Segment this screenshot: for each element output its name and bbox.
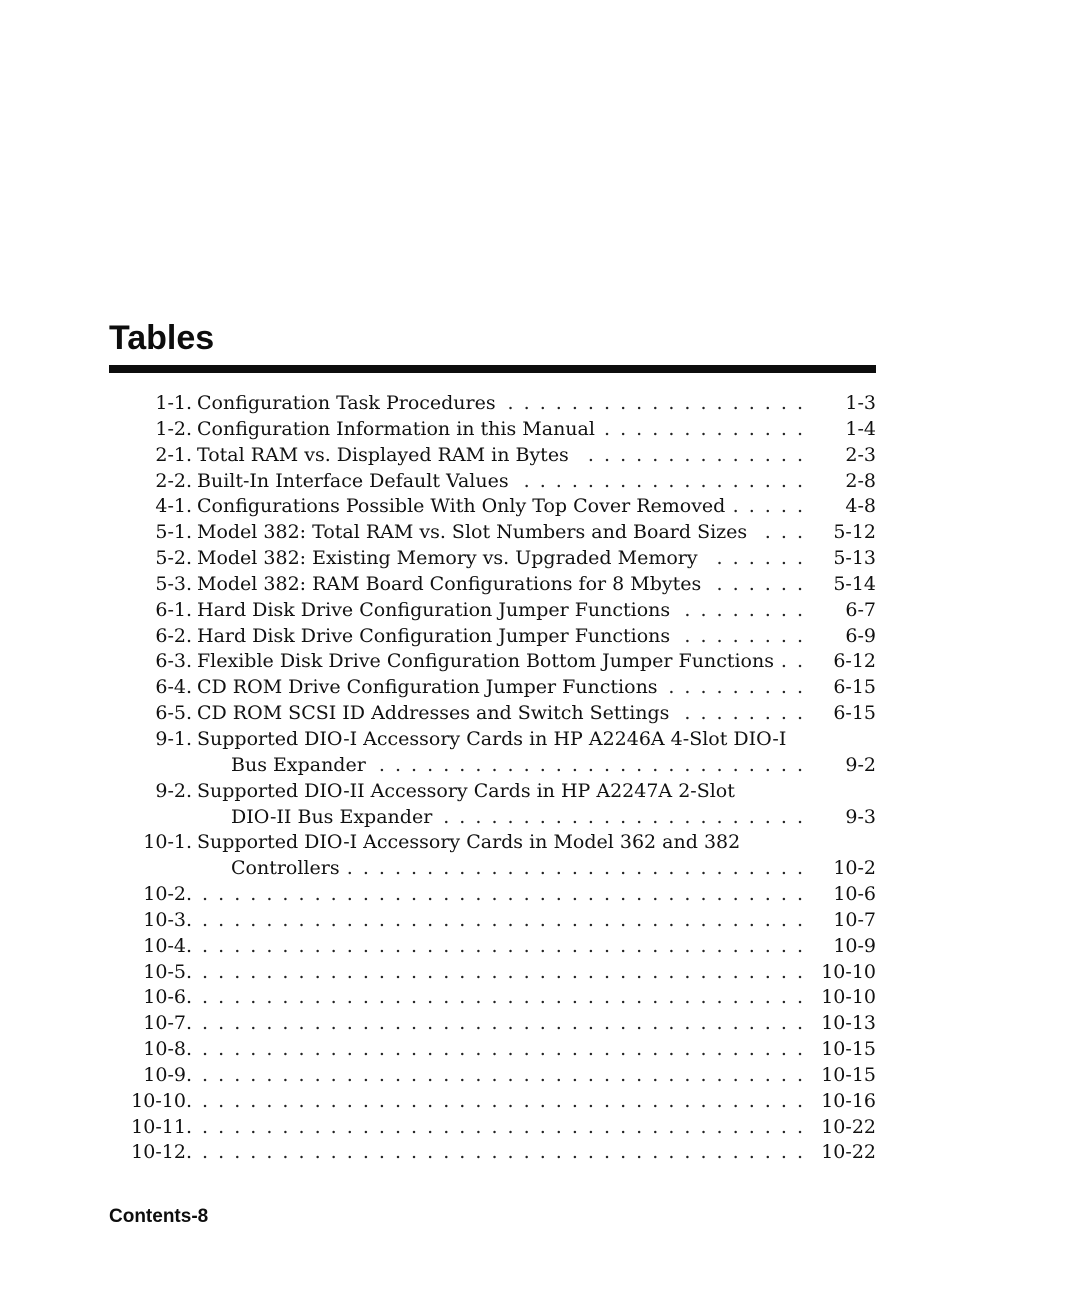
- toc-entry-title-wrap: [197, 960, 805, 986]
- toc-entry[interactable]: [0, 443, 1080, 469]
- toc-entry-page: 6-15: [833, 702, 876, 725]
- dot-leader: [782, 649, 805, 675]
- toc-entry-title-wrap: [197, 830, 805, 856]
- toc-entry[interactable]: [0, 1089, 1080, 1115]
- toc-entry-number: 6-5.: [155, 702, 192, 725]
- toc-entry-number: 10-8.: [143, 1038, 192, 1061]
- toc-entry-page: 2-8: [845, 469, 876, 492]
- toc-entry-title-wrap: [197, 546, 805, 572]
- dot-leader: [203, 960, 805, 986]
- dot-leader: [577, 443, 805, 469]
- toc-entry-title: Total RAM vs. Displayed RAM in Bytes: [197, 443, 569, 466]
- toc-entry[interactable]: [0, 934, 1080, 960]
- toc-entry-page: 1-4: [845, 417, 876, 440]
- dot-leader: [348, 856, 805, 882]
- toc-entry-title-continued: DIO-II Bus Expander: [231, 805, 433, 828]
- dot-leader: [678, 624, 805, 650]
- toc-entry-number: 10-1.: [143, 831, 192, 854]
- dot-leader: [504, 391, 805, 417]
- toc-entry-number: 10-11.: [131, 1115, 192, 1138]
- toc-entry-title-wrap: [197, 443, 805, 469]
- dot-leader: [203, 908, 805, 934]
- toc-entry-page: 9-3: [845, 805, 876, 828]
- toc-entry[interactable]: [0, 779, 1080, 805]
- toc-entry-number: 4-1.: [155, 495, 192, 518]
- toc-entry-page: 10-22: [821, 1115, 876, 1138]
- toc-entry-number: 10-7.: [143, 1012, 192, 1035]
- dot-leader: [733, 494, 805, 520]
- toc-entry[interactable]: [0, 649, 1080, 675]
- toc-entry-title-wrap: [197, 1089, 805, 1115]
- toc-entry-number: 5-2.: [155, 547, 192, 570]
- toc-entry-title-wrap: [197, 572, 805, 598]
- toc-entry-continuation[interactable]: [0, 805, 1080, 831]
- toc-entry-number: 1-2.: [155, 417, 192, 440]
- toc-entry[interactable]: [0, 985, 1080, 1011]
- toc-entry-page: 10-6: [833, 883, 876, 906]
- toc-entry-title: Supported DIO-II Accessory Cards in HP A2247A 2-Slot: [197, 779, 735, 802]
- toc-entry[interactable]: [0, 1037, 1080, 1063]
- toc-entry-title: CD ROM Drive Configuration Jumper Functions: [197, 676, 658, 699]
- toc-entry-page: 1-3: [845, 392, 876, 414]
- toc-entry-page: 4-8: [845, 495, 876, 518]
- toc-entry-page: 10-22: [821, 1141, 876, 1164]
- toc-entry-page: 5-12: [833, 521, 876, 544]
- toc-entry-title: Hard Disk Drive Configuration Jumper Functions: [197, 598, 671, 621]
- toc-entry-title-wrap: [197, 417, 805, 443]
- dot-leader: [203, 1140, 805, 1166]
- dot-leader: [203, 1115, 805, 1141]
- dot-leader: [203, 1063, 805, 1089]
- toc-entry-page: 10-10: [821, 986, 876, 1009]
- toc-entry-title: Model 382: RAM Board Configurations for 8 Mbytes: [197, 572, 702, 595]
- toc-entry-continuation[interactable]: [0, 753, 1080, 779]
- toc-entry-number: 10-2.: [143, 883, 192, 906]
- dot-leader: [677, 701, 805, 727]
- toc-entry-page: 5-14: [833, 572, 876, 595]
- toc-entry-page: 10-13: [821, 1012, 876, 1035]
- toc-entry-number: 10-10.: [131, 1089, 192, 1112]
- toc-entry-number: 10-6.: [143, 986, 192, 1009]
- toc-entry-title-wrap: [197, 1140, 805, 1166]
- toc-entry-page: 10-2: [833, 857, 876, 880]
- toc-entry[interactable]: [0, 701, 1080, 727]
- dot-leader: [666, 675, 805, 701]
- toc-entry-title-wrap: [197, 727, 805, 753]
- toc-entry[interactable]: [0, 908, 1080, 934]
- toc-entry-number: 10-12.: [131, 1141, 192, 1164]
- toc-entry-number: 6-2.: [155, 624, 192, 647]
- dot-leader: [203, 1037, 805, 1063]
- toc-entry-page: 10-16: [821, 1089, 876, 1112]
- toc-entry-page: 9-2: [845, 753, 876, 776]
- dot-leader: [374, 753, 805, 779]
- toc-entry[interactable]: [0, 624, 1080, 650]
- toc-entry-number: 10-4.: [143, 934, 192, 957]
- toc-entry-title-wrap: [231, 856, 805, 882]
- toc-entry-number: 6-1.: [155, 598, 192, 621]
- toc-entry-title: Configuration Information in this Manual: [197, 417, 595, 440]
- toc-entry-title-wrap: [231, 805, 805, 831]
- toc-entry[interactable]: [0, 391, 1080, 417]
- dot-leader: [517, 469, 805, 495]
- toc-entry-title-wrap: [197, 598, 805, 624]
- toc-entry[interactable]: [0, 417, 1080, 443]
- toc-entry-title: Model 382: Existing Memory vs. Upgraded Memory: [197, 547, 698, 570]
- dot-leader: [709, 572, 805, 598]
- toc-entry-title-wrap: [231, 753, 805, 779]
- toc-entry-title-wrap: [197, 624, 805, 650]
- title-rule: [109, 365, 876, 373]
- toc-entry[interactable]: [0, 1063, 1080, 1089]
- dot-leader: [755, 520, 805, 546]
- toc-entry-title: CD ROM SCSI ID Addresses and Switch Settings: [197, 702, 670, 725]
- toc-entry-page: 6-9: [845, 624, 876, 647]
- toc-entry-continuation[interactable]: [0, 856, 1080, 882]
- dot-leader: [203, 1089, 805, 1115]
- toc-entry-title-wrap: [197, 779, 805, 805]
- page-title: Tables: [109, 319, 215, 357]
- toc-entry-title-wrap: [197, 391, 805, 417]
- toc-entry-number: 10-3.: [143, 908, 192, 931]
- dot-leader: [603, 417, 805, 443]
- toc-entry-title-wrap: [197, 1011, 805, 1037]
- toc-entry[interactable]: [0, 494, 1080, 520]
- toc-entry[interactable]: [0, 675, 1080, 701]
- toc-entry-title-wrap: [197, 701, 805, 727]
- toc-entry-number: 5-1.: [155, 521, 192, 544]
- toc-entry-page: 10-15: [821, 1038, 876, 1061]
- toc-entry-title-wrap: [197, 1063, 805, 1089]
- toc-entry-page: 10-15: [821, 1063, 876, 1086]
- toc-entry-title-wrap: [197, 469, 805, 495]
- toc-entry-title: Configuration Task Procedures: [197, 392, 496, 414]
- toc-entry-number: 6-4.: [155, 676, 192, 699]
- toc-entry-title: Supported DIO-I Accessory Cards in Model 362 and 382: [197, 831, 741, 854]
- toc-entry[interactable]: [0, 960, 1080, 986]
- toc-entry-title-wrap: [197, 882, 805, 908]
- toc-entry-page: 6-15: [833, 676, 876, 699]
- toc-entry-page: 10-10: [821, 960, 876, 983]
- toc-entry[interactable]: [0, 520, 1080, 546]
- toc-entry-number: 2-2.: [155, 469, 192, 492]
- toc-entry-title-continued: Controllers: [231, 857, 340, 880]
- dot-leader: [440, 805, 805, 831]
- toc-entry-title: Supported DIO-I Accessory Cards in HP A2246A 4-Slot DIO-I: [197, 727, 787, 750]
- toc-entry-title-wrap: [197, 520, 805, 546]
- toc-entry-title-wrap: [197, 934, 805, 960]
- dot-leader: [203, 934, 805, 960]
- toc-entry[interactable]: [0, 830, 1080, 856]
- dot-leader: [203, 882, 805, 908]
- dot-leader: [706, 546, 805, 572]
- toc-entry-title-wrap: [197, 649, 805, 675]
- toc-entry[interactable]: [0, 1115, 1080, 1141]
- toc-entry-title: Hard Disk Drive Configuration Jumper Functions: [197, 624, 671, 647]
- toc-entry-title-continued: Bus Expander: [231, 753, 366, 776]
- toc-entry-title-wrap: [197, 908, 805, 934]
- toc-entry-number: 5-3.: [155, 572, 192, 595]
- toc-entry-title-wrap: [197, 675, 805, 701]
- toc-entry-title: Configurations Possible With Only Top Cover Removed: [197, 495, 726, 518]
- toc-entry[interactable]: [0, 1011, 1080, 1037]
- toc-entry-title-wrap: [197, 985, 805, 1011]
- toc-entry-page: 5-13: [833, 547, 876, 570]
- dot-leader: [678, 598, 805, 624]
- dot-leader: [203, 1011, 805, 1037]
- toc-entry-number: 9-1.: [155, 727, 192, 750]
- toc-entry-title-wrap: [197, 1037, 805, 1063]
- toc-entry-page: 10-9: [833, 934, 876, 957]
- toc-entry[interactable]: [0, 572, 1080, 598]
- toc-entry-page: 6-12: [833, 650, 876, 673]
- toc-entry[interactable]: [0, 727, 1080, 753]
- toc-entry-title: Flexible Disk Drive Configuration Bottom Jumper Functions: [197, 650, 774, 673]
- toc-entry[interactable]: [0, 1140, 1080, 1166]
- toc-entry-number: 1-1.: [155, 392, 192, 414]
- toc-entry-title: Built-In Interface Default Values: [197, 469, 509, 492]
- toc-entry-page: 6-7: [845, 598, 876, 621]
- toc-entry[interactable]: [0, 546, 1080, 572]
- page-footer-label: Contents-8: [109, 1206, 209, 1227]
- toc-entry[interactable]: [0, 882, 1080, 908]
- toc-entry-number: 10-9.: [143, 1063, 192, 1086]
- toc-entry-number: 9-2.: [155, 779, 192, 802]
- toc-entry-page: 2-3: [845, 443, 876, 466]
- toc-entry-title: Model 382: Total RAM vs. Slot Numbers and Board Sizes: [197, 521, 748, 544]
- toc-entry-title-wrap: [197, 494, 805, 520]
- toc-entry-number: 2-1.: [155, 443, 192, 466]
- toc-entry-number: 6-3.: [155, 650, 192, 673]
- table-of-contents-list: [0, 391, 1080, 1166]
- toc-entry[interactable]: [0, 469, 1080, 495]
- dot-leader: [203, 985, 805, 1011]
- toc-entry-page: 10-7: [833, 908, 876, 931]
- toc-entry-title-wrap: [197, 1115, 805, 1141]
- toc-entry[interactable]: [0, 598, 1080, 624]
- toc-entry-number: 10-5.: [143, 960, 192, 983]
